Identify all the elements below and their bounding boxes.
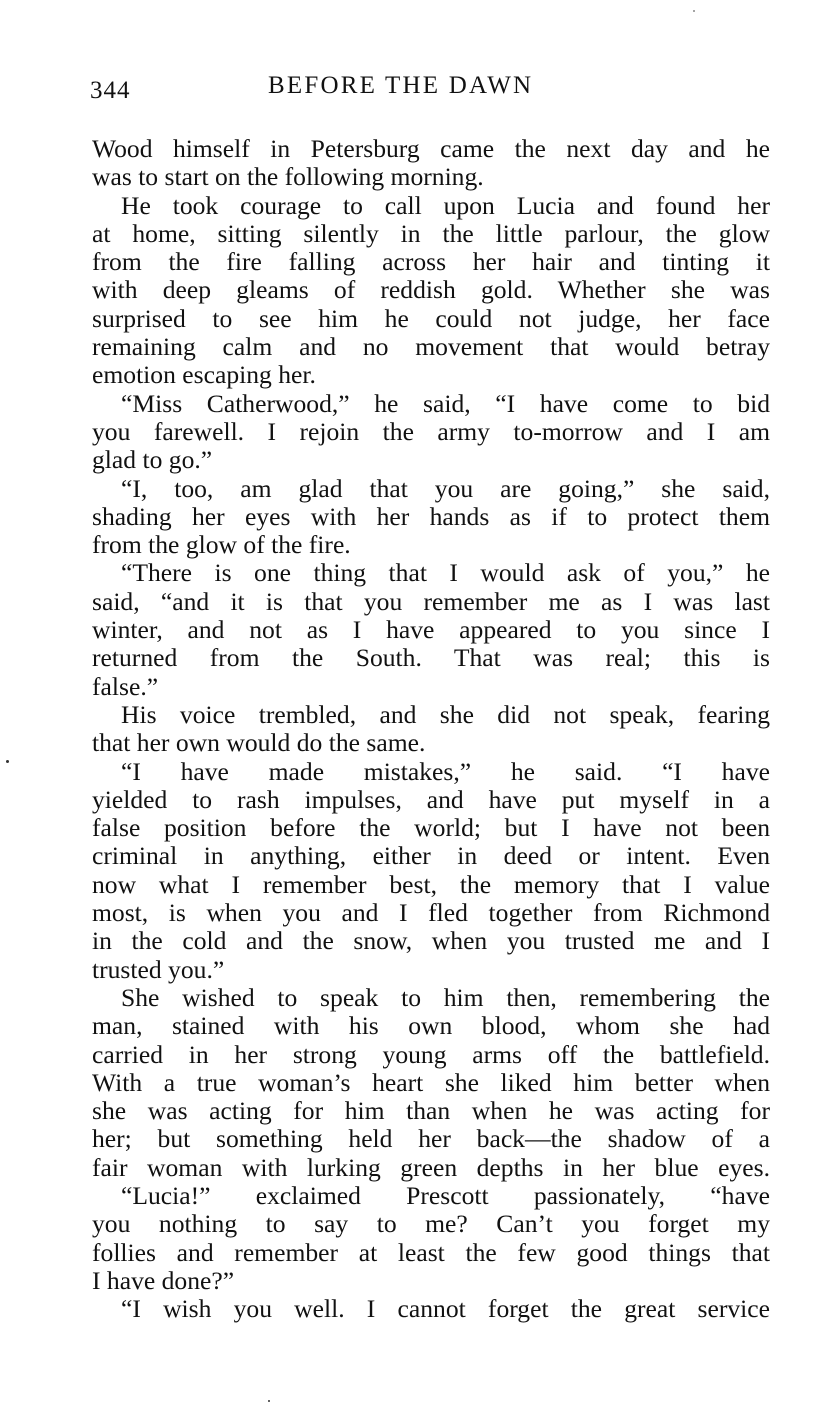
text-line: returned from the South. That was real; this is <box>92 643 770 673</box>
text-line: “There is one thing that I would ask of you,” he <box>121 558 770 588</box>
text-line: She wished to speak to him then, remembering the <box>121 982 770 1012</box>
text-line: criminal in anything, either in deed or intent. Even <box>92 841 770 871</box>
text-line: surprised to see him he could not judge, her face <box>92 303 770 333</box>
text-line: “I, too, am glad that you are going,” she said, <box>121 473 770 503</box>
text-line: false.” <box>92 671 159 701</box>
paragraph <box>92 135 770 192</box>
text-line: I have done?” <box>92 1265 235 1295</box>
text-line: now what I remember best, the memory that I value <box>92 869 770 899</box>
paragraph <box>92 758 770 984</box>
paragraph <box>92 984 770 1182</box>
text-line: from the glow of the fire. <box>92 530 351 560</box>
scan-speck <box>693 10 695 12</box>
text-line: said, “and it is that you remember me as I was last <box>92 586 770 616</box>
text-line: you nothing to say to me? Can’t you forget my <box>92 1209 770 1239</box>
text-line: He took courage to call upon Lucia and found her <box>121 190 770 220</box>
text-line: her; but something held her back—the shadow of a <box>92 1124 770 1154</box>
text-line: shading her eyes with her hands as if to protect them <box>92 501 770 531</box>
page-number: 344 <box>90 77 131 104</box>
running-title: BEFORE THE DAWN <box>268 72 534 99</box>
text-line: false position before the world; but I have not been <box>92 813 770 843</box>
text-line: “Lucia!” exclaimed Prescott passionately, “have <box>121 1180 770 1210</box>
text-line: “I wish you well. I cannot forget the great service <box>121 1294 770 1324</box>
text-line: glad to go.” <box>92 445 213 475</box>
text-line: “I have made mistakes,” he said. “I have <box>121 756 770 786</box>
text-line: His voice trembled, and she did not speak, fearing <box>121 699 770 729</box>
paragraph <box>92 701 770 758</box>
scan-speck <box>6 760 9 763</box>
text-line: was to start on the following morning. <box>92 162 484 192</box>
paragraph <box>92 1295 770 1323</box>
text-line: follies and remember at least the few good things that <box>92 1237 770 1267</box>
text-line: at home, sitting silently in the little parlour, the glow <box>92 218 770 248</box>
text-line: Wood himself in Petersburg came the next day and he <box>92 134 770 163</box>
text-line: yielded to rash impulses, and have put myself in a <box>92 784 770 814</box>
text-line: “Miss Catherwood,” he said, “I have come to bid <box>121 388 770 418</box>
text-line: she was acting for him than when he was acting for <box>92 1096 770 1126</box>
text-line: in the cold and the snow, when you trusted me and I <box>92 926 770 956</box>
text-line: remaining calm and no movement that would betray <box>92 332 770 362</box>
text-line: you farewell. I rejoin the army to-morrow and I am <box>92 416 770 446</box>
text-line: from the fire falling across her hair and tinting it <box>92 247 770 277</box>
text-line: winter, and not as I have appeared to you since I <box>92 615 770 645</box>
text-line: fair woman with lurking green depths in her blue eyes. <box>92 1152 770 1182</box>
paragraph <box>92 559 770 700</box>
text-line: trusted you.” <box>92 954 225 984</box>
body-text <box>92 135 770 1323</box>
paragraph <box>92 390 770 475</box>
paragraph <box>92 475 770 560</box>
text-line: man, stained with his own blood, whom she had <box>92 1011 770 1041</box>
paragraph <box>92 192 770 390</box>
text-line: most, is when you and I fled together from Richmond <box>92 898 770 928</box>
text-line: With a true woman’s heart she liked him better when <box>92 1067 770 1097</box>
text-line: that her own would do the same. <box>92 728 426 758</box>
text-line: with deep gleams of reddish gold. Whether she was <box>92 275 770 305</box>
text-line: emotion escaping her. <box>92 360 316 390</box>
paragraph <box>92 1182 770 1295</box>
text-line: carried in her strong young arms off the battlefield. <box>92 1039 770 1069</box>
scan-speck <box>268 1400 270 1402</box>
